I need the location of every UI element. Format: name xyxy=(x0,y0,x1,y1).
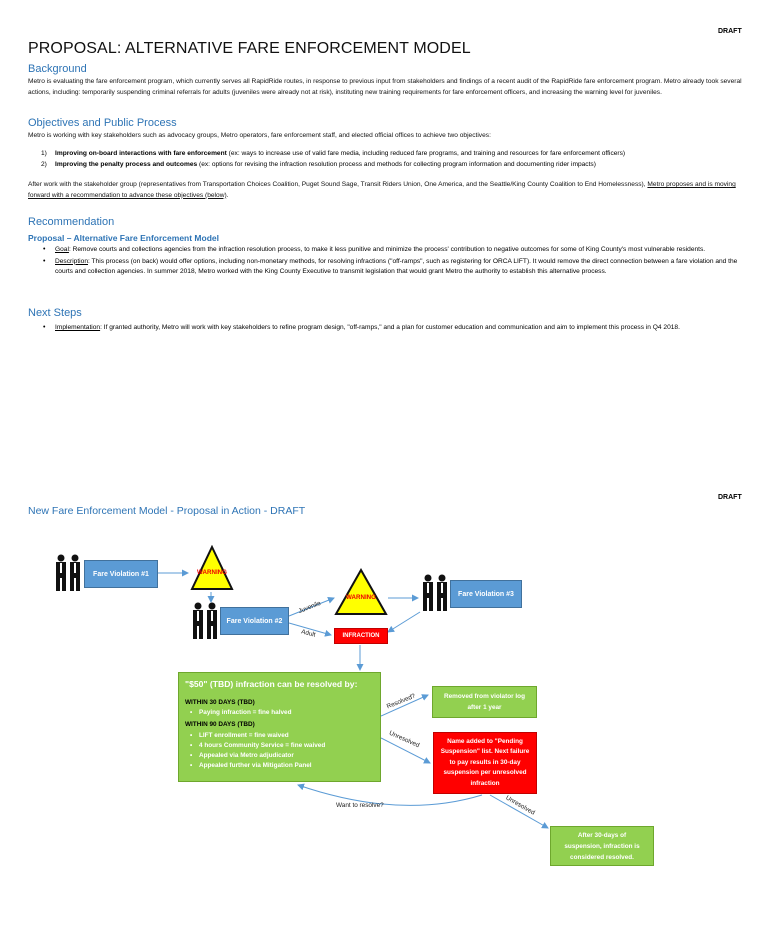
within-90-item xyxy=(185,741,374,751)
unresolved-label: Unresolved xyxy=(504,794,536,817)
objective-bold: Improving on-board interactions with fare enforcement xyxy=(55,150,227,157)
within-90-item xyxy=(185,731,374,741)
fare-violation-2-box: Fare Violation #2 xyxy=(220,607,289,635)
warning-label: WARNING xyxy=(346,594,376,601)
bullet-icon: • xyxy=(43,324,46,331)
recommendation-heading: Recommendation xyxy=(28,216,115,228)
page-title: PROPOSAL: ALTERNATIVE FARE ENFORCEMENT MODEL xyxy=(28,40,471,57)
within-30-item-text: Paying infraction = fine halved xyxy=(199,709,292,716)
objectives-after-text: After work with the stakeholder group (representatives from Transportation Choices Coalition, Puget Sound Sage, Transit Riders Union, One America, and the Seattle/King County Coalition to End Homelessness), xyxy=(28,181,648,188)
officers-icon xyxy=(190,602,220,640)
objectives-after-end: . xyxy=(226,191,229,199)
bullet-icon: • xyxy=(43,257,46,265)
objective-number: 2) xyxy=(41,160,47,168)
unresolved-label: Unresolved xyxy=(387,729,421,750)
bullet-icon: • xyxy=(190,732,193,739)
recommendation-text: : Remove courts and collections agencies from the infraction resolution process, to make it less punitive and minimize the process' contribution to negative outcomes for some of King County's most vulnerable residents. xyxy=(68,246,706,253)
resolution-options-box xyxy=(178,672,381,782)
bullet-icon: • xyxy=(190,762,193,769)
within-90-item xyxy=(185,751,374,761)
warning-label: WARNING xyxy=(197,569,227,576)
next-steps-label: Implementation xyxy=(55,324,101,331)
objectives-list xyxy=(41,149,745,170)
diagram-title: New Fare Enforcement Model - Proposal in Action - DRAFT xyxy=(28,505,306,517)
within-30-item xyxy=(185,709,374,716)
within-30-heading: WITHIN 30 DAYS (TBD) xyxy=(185,699,255,706)
recommendation-item xyxy=(43,257,745,278)
objective-item xyxy=(41,160,745,171)
objective-rest: (ex: options for revising the infraction resolution process and methods for collecting program information and documenting rider impacts) xyxy=(197,160,596,168)
background-heading: Background xyxy=(28,63,87,75)
draft-label: DRAFT xyxy=(718,494,742,501)
fare-violation-1-box: Fare Violation #1 xyxy=(84,560,158,588)
recommendation-label: Description xyxy=(55,257,88,265)
within-90-item xyxy=(185,761,374,771)
resolution-title: "$50" (TBD) infraction can be resolved by: xyxy=(185,679,358,689)
recommendation-list xyxy=(43,245,745,278)
juvenile-label: Juvenile xyxy=(297,599,322,616)
recommendation-label: Goal xyxy=(55,246,69,253)
infraction-box: INFRACTION xyxy=(334,628,388,644)
objective-item xyxy=(41,149,745,160)
within-90-heading: WITHIN 90 DAYS (TBD) xyxy=(185,721,255,728)
objectives-heading: Objectives and Public Process xyxy=(28,117,177,129)
within-90-item-text: LIFT enrollment = fine waived xyxy=(199,732,289,739)
recommendation-text: : This process (on back) would offer options, including non-monetary methods, for resolving infractions ("off-ramps", such as registering for ORCA LIFT). It would remove the direct connection between a fare violation and the courts and collection agencies. In summer 2018, Metro worked with the King County Executive to transmit legislation that would grant Metro the authority to establish this alternative process. xyxy=(55,257,738,276)
next-steps-list xyxy=(43,323,745,334)
officers-icon xyxy=(420,574,450,612)
objective-rest: (ex: ways to increase use of valid fare media, including reduced fare programs, and training and resources for fare enforcement officers) xyxy=(226,150,626,157)
bullet-icon: • xyxy=(190,742,193,749)
adult-label: Adult xyxy=(300,628,317,639)
bullet-icon: • xyxy=(190,709,193,716)
want-to-resolve-label: Want to resolve? xyxy=(336,802,384,809)
background-text: Metro is evaluating the fare enforcement program, which currently serves all RapidRide routes, in response to previous input from stakeholders and findings of a recent audit of the RapidRide fare enforcement program. Metro already took several actions, including: temporarily suspending criminal referrals for adults (juveniles were already not at risk), instituting new training requirements for fare enforcement officers, and increasing the warning level for juveniles. xyxy=(28,78,742,96)
objectives-intro: Metro is working with key stakeholders such as advocacy groups, Metro operators, fare enforcement staff, and elected official offices to achieve two objectives: xyxy=(28,132,491,139)
bullet-icon: • xyxy=(43,246,46,253)
resolved-question-label: Resolved? xyxy=(385,692,417,711)
officers-icon xyxy=(52,554,84,592)
suspension-resolved-box: After 30-days of suspension, infraction is considered resolved. xyxy=(550,826,654,866)
objectives-after-underlined: Metro proposes and is moving forward with a recommendation to advance these objectives (below) xyxy=(28,181,736,199)
within-90-item-text: 4 hours Community Service = fine waived xyxy=(199,742,326,749)
within-90-item-text: Appealed via Metro adjudicator xyxy=(199,752,294,759)
warning-icon xyxy=(190,545,234,593)
next-steps-heading: Next Steps xyxy=(28,307,82,319)
objective-bold: Improving the penalty process and outcomes xyxy=(55,160,198,168)
warning-icon xyxy=(334,568,388,618)
next-steps-item xyxy=(43,323,745,334)
pending-suspension-box: Name added to "Pending Suspension" list. Next failure to pay results in 30-day suspension per unresolved infraction xyxy=(433,732,537,794)
within-90-item-text: Appealed further via Mitigation Panel xyxy=(199,762,312,769)
recommendation-item xyxy=(43,245,745,256)
next-steps-text: : If granted authority, Metro will work with key stakeholders to refine program design, "off-ramps," and a plan for customer education and communication and aim to implement this process in Q4 2018. xyxy=(100,324,680,331)
removed-from-log-box: Removed from violator log after 1 year xyxy=(432,686,537,718)
objective-number: 1) xyxy=(41,150,47,157)
recommendation-subheading: Proposal – Alternative Fare Enforcement Model xyxy=(28,233,219,243)
objectives-after xyxy=(28,180,744,201)
fare-violation-3-box: Fare Violation #3 xyxy=(450,580,522,608)
bullet-icon: • xyxy=(190,752,193,759)
draft-label: DRAFT xyxy=(718,28,742,35)
